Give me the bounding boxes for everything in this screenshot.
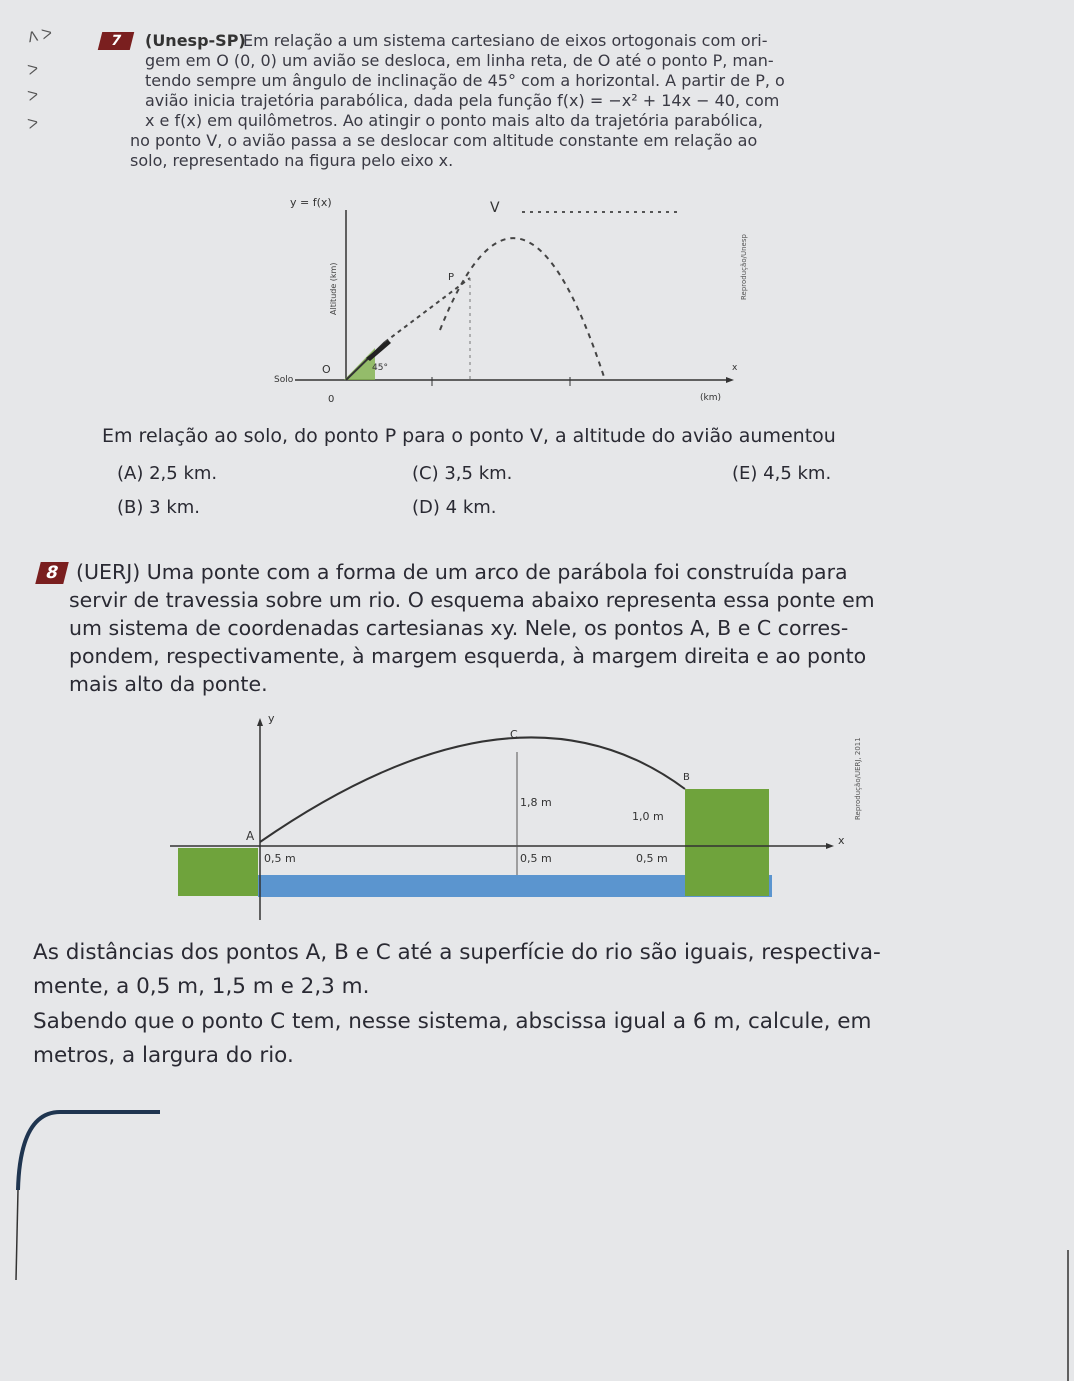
option-text: 3,5 km.	[444, 463, 513, 484]
b-height-label: 1,0 m	[632, 810, 664, 823]
c-point-label: C	[510, 728, 518, 741]
y-fx-label: y = f(x)	[290, 196, 332, 209]
question-8-number: 8	[35, 562, 68, 584]
q8-body-line: mente, a 0,5 m, 1,5 m e 2,3 m.	[33, 974, 370, 999]
q7-option-e[interactable]	[732, 463, 831, 484]
margin-scribble: ᐳ	[26, 87, 40, 105]
q7-option-c[interactable]	[412, 463, 512, 484]
angle-label: 45°	[372, 363, 388, 373]
margin-scribble: ᐳ	[26, 115, 40, 133]
q7-option-b[interactable]	[117, 497, 200, 518]
q8-line: servir de travessia sobre um rio. O esquema abaixo representa essa ponte em	[69, 588, 875, 612]
c-height-label: 1,8 m	[520, 796, 552, 809]
q7-option-a[interactable]	[117, 463, 217, 484]
x-unit-label: (km)	[700, 393, 722, 403]
answer-box-left-edge	[16, 1190, 18, 1280]
airplane-icon	[366, 340, 391, 361]
q8-body-line: Sabendo que o ponto C tem, nesse sistema, abscissa igual a 6 m, calcule, em	[33, 1009, 872, 1034]
q7-line: solo, representado na figura pelo eixo x.	[130, 151, 454, 170]
y-axis-label: y	[268, 712, 275, 725]
b-water-distance: 0,5 m	[636, 852, 668, 865]
answer-box-corner	[18, 1112, 160, 1190]
option-text: 3 km.	[149, 497, 200, 518]
p-point-label: P	[448, 272, 455, 283]
q7-question-text: Em relação ao solo, do ponto P para o ponto V, a altitude do avião aumentou	[102, 425, 836, 447]
q8-body-line: As distâncias dos pontos A, B e C até a superfície do rio são iguais, respectiva-	[33, 940, 881, 965]
solo-label: Solo	[274, 375, 294, 385]
q7-line: no ponto V, o avião passa a se deslocar com altitude constante em relação ao	[130, 131, 758, 150]
q8-line: um sistema de coordenadas cartesianas xy. Nele, os pontos A, B e C corres-	[69, 616, 849, 640]
v-point-label: V	[490, 200, 500, 216]
option-letter: (E)	[732, 463, 758, 484]
a-point-label: A	[246, 829, 255, 843]
x-axis-label: x	[838, 834, 845, 847]
option-letter: (B)	[117, 497, 144, 518]
q8-line: pondem, respectivamente, à margem esquerda, à margem direita e ao ponto	[69, 644, 867, 668]
margin-scribble: ᐱ ᐳ	[26, 25, 54, 47]
q7-option-d[interactable]	[412, 497, 497, 518]
figure-credit: Reprodução/Unesp	[740, 234, 748, 300]
q7-line: gem em O (0, 0) um avião se desloca, em linha reta, de O até o ponto P, man-	[145, 51, 774, 70]
x-axis-arrow	[826, 843, 834, 849]
q7-line: tendo sempre um ângulo de inclinação de 45° com a horizontal. A partir de P, o	[145, 71, 785, 90]
question-7-number: 7	[98, 32, 134, 50]
option-letter: (D)	[412, 497, 440, 518]
origin-zero-label: 0	[328, 394, 335, 405]
x-axis-label: x	[732, 363, 738, 373]
b-point-label: B	[683, 772, 690, 783]
bridge-parabola-figure	[170, 700, 890, 930]
c-water-distance: 0,5 m	[520, 852, 552, 865]
q7-line: x e f(x) em quilômetros. Ao atingir o ponto mais alto da trajetória parabólica,	[145, 111, 763, 130]
option-text: 4,5 km.	[763, 463, 832, 484]
a-water-distance: 0,5 m	[264, 852, 296, 865]
q8-line: mais alto da ponte.	[69, 672, 268, 696]
right-bank	[685, 789, 769, 896]
o-point-label: O	[322, 363, 331, 376]
q7-line: avião inicia trajetória parabólica, dada pela função f(x) = −x² + 14x − 40, com	[145, 91, 780, 110]
margin-scribble: ᐳ	[26, 61, 40, 79]
q7-line: Em relação a um sistema cartesiano de eixos ortogonais com ori-	[243, 31, 768, 50]
parabola-trajectory	[440, 238, 605, 380]
y-axis-title: Altitude (km)	[329, 262, 338, 315]
q7-source: (Unesp-SP)	[145, 31, 246, 50]
option-text: 4 km.	[445, 497, 497, 518]
option-letter: (C)	[412, 463, 439, 484]
y-axis-arrow	[257, 718, 263, 726]
option-letter: (A)	[117, 463, 144, 484]
q8-line: (UERJ) Uma ponte com a forma de um arco de parábola foi construída para	[76, 560, 848, 584]
figure-credit: Reprodução/UERJ, 2011	[854, 737, 862, 820]
answer-box-frame	[0, 1100, 1074, 1381]
q8-body-line: metros, a largura do rio.	[33, 1043, 294, 1068]
option-text: 2,5 km.	[149, 463, 218, 484]
solo-angle-wedge	[344, 348, 375, 380]
x-axis-arrow	[726, 377, 734, 383]
left-bank	[178, 848, 258, 896]
airplane-trajectory-figure	[260, 180, 760, 415]
bridge-arc	[260, 737, 685, 842]
segment-o-p	[385, 278, 470, 342]
